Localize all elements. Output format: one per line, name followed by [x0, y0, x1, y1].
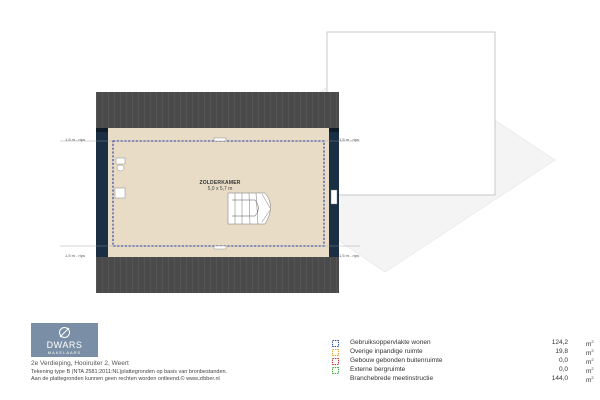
sink-fixture — [115, 188, 125, 198]
legend-value: 0,0 — [558, 357, 568, 364]
legend-label: Overige inpandige ruimte — [350, 348, 423, 355]
logo-subtitle: MAKELAARS — [47, 350, 82, 355]
plan-disclaimer-line-1: Tekening type B (NTA 2581:2011:NL)plattegronden op basis van bronbestanden. — [31, 369, 228, 375]
legend-value: 19,8 — [555, 348, 568, 355]
legend-row-buitenruimte — [332, 357, 600, 366]
legend-row-total — [332, 375, 600, 384]
roof-top — [96, 92, 339, 128]
legend-unit: $m^2$ — [586, 339, 594, 349]
wall-cap-left-top — [96, 128, 108, 132]
room-size: 5,0 x 5,7 m — [207, 186, 233, 192]
wall-cap-right-top — [329, 128, 339, 132]
legend-label: Branchebrede meetinstructie — [350, 375, 434, 382]
height-label-right-bottom: 1,5 m - rips — [339, 253, 360, 258]
extension-outline — [327, 32, 495, 195]
logo-name: DWARS — [46, 340, 83, 350]
skylight-bottom — [214, 246, 226, 249]
plan-title: 2e Verdieping, Hooiruiter 2, Weert — [31, 360, 129, 367]
legend-label: Gebouw gebonden buitenruimte — [350, 357, 443, 364]
legend-unit: $m^2$ — [586, 357, 594, 367]
legend-swatch-icon — [332, 367, 339, 374]
legend-value: 144,0 — [551, 375, 568, 382]
floor-area — [108, 128, 329, 257]
height-label-right-top: 1,5 m - rips — [339, 137, 360, 142]
legend-label: Gebruiksoppervlakte wonen — [350, 339, 431, 346]
legend-value: 124,2 — [551, 339, 568, 346]
height-label-left-top: 1,5 m - rips — [65, 137, 86, 142]
skylight-top — [214, 138, 226, 141]
legend-row-bergruimte — [332, 366, 600, 375]
legend-row-overige — [332, 348, 600, 357]
legend-swatch-icon — [332, 358, 339, 365]
staircase — [228, 193, 271, 224]
legend-row-wonen — [332, 339, 600, 348]
window-right — [331, 190, 337, 204]
height-label-left-bottom: 1,5 m - rips — [65, 253, 86, 258]
legend-unit: $m^2$ — [586, 375, 594, 385]
roof-bottom — [96, 257, 339, 293]
room-name: ZOLDERKAMER — [199, 180, 241, 186]
legend-unit: $m^2$ — [586, 366, 594, 376]
legend-swatch-icon — [332, 340, 339, 347]
wall-left — [96, 128, 108, 257]
legend-value: 0,0 — [558, 366, 568, 373]
legend-unit: $m^2$ — [586, 348, 594, 358]
company-logo — [31, 323, 98, 357]
plan-disclaimer-line-2: Aan de plattegronden kunnen geen rechten worden ontleend.© www.zibber.nl — [31, 376, 220, 382]
logo-mark-icon — [58, 326, 71, 339]
legend-swatch-icon — [332, 349, 339, 356]
legend-label: Externe bergruimte — [350, 366, 406, 373]
